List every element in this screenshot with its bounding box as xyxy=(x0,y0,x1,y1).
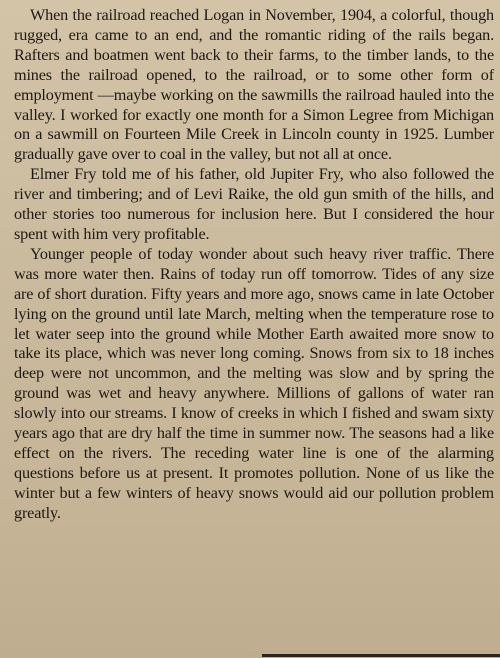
paragraph-railroad: When the railroad reached Logan in November, 1904, a colorful, though rugged, era came to an end, and the romantic riding of the rails began. Rafters and boatmen went back to their farms, to the timber lands, to the mines the railroad opened, to the railroad, or to some other form of employment —maybe working on the sawmills the railroad hauled into the valley. I worked for exactly one month for a Simon Legree from Michigan on a sawmill on Fourteen Mile Creek in Lincoln county in 1925. Lumber gradually gave over to coal in the valley, but not all at once. xyxy=(14,6,494,164)
article-body xyxy=(14,6,494,524)
column-end-rule xyxy=(262,654,500,657)
paragraph-elmer-fry: Elmer Fry told me of his father, old Jupiter Fry, who also followed the river and timbering; and of Levi Raike, the old gun smith of the hills, and other stories too numerous for inclusion here. But I considered the hour spent with him very profitable. xyxy=(14,165,494,243)
paragraph-river-traffic: Younger people of today wonder about such heavy river traffic. There was more water then. Rains of today run off tomorrow. Tides of any size are of short duration. Fifty years and more ago, snows came in late October lying on the ground until late March, melting when the temperature rose to let water seep into the ground while Mother Earth awaited more snow to take its place, which was never long coming. Snows from six to 18 inches deep were not uncommon, and the melting was slow and by spring the ground was wet and heavy anywhere. Millions of gallons of water ran slowly into our streams. I know of creeks in which I fished and swam sixty years ago that are dry half the time in summer now. The seasons had a like effect on the rivers. The receding water line is one of the alarming questions before us at present. It promotes pollution. None of us like the winter but a few winters of heavy snows would aid our pollution problem greatly. xyxy=(14,244,494,522)
